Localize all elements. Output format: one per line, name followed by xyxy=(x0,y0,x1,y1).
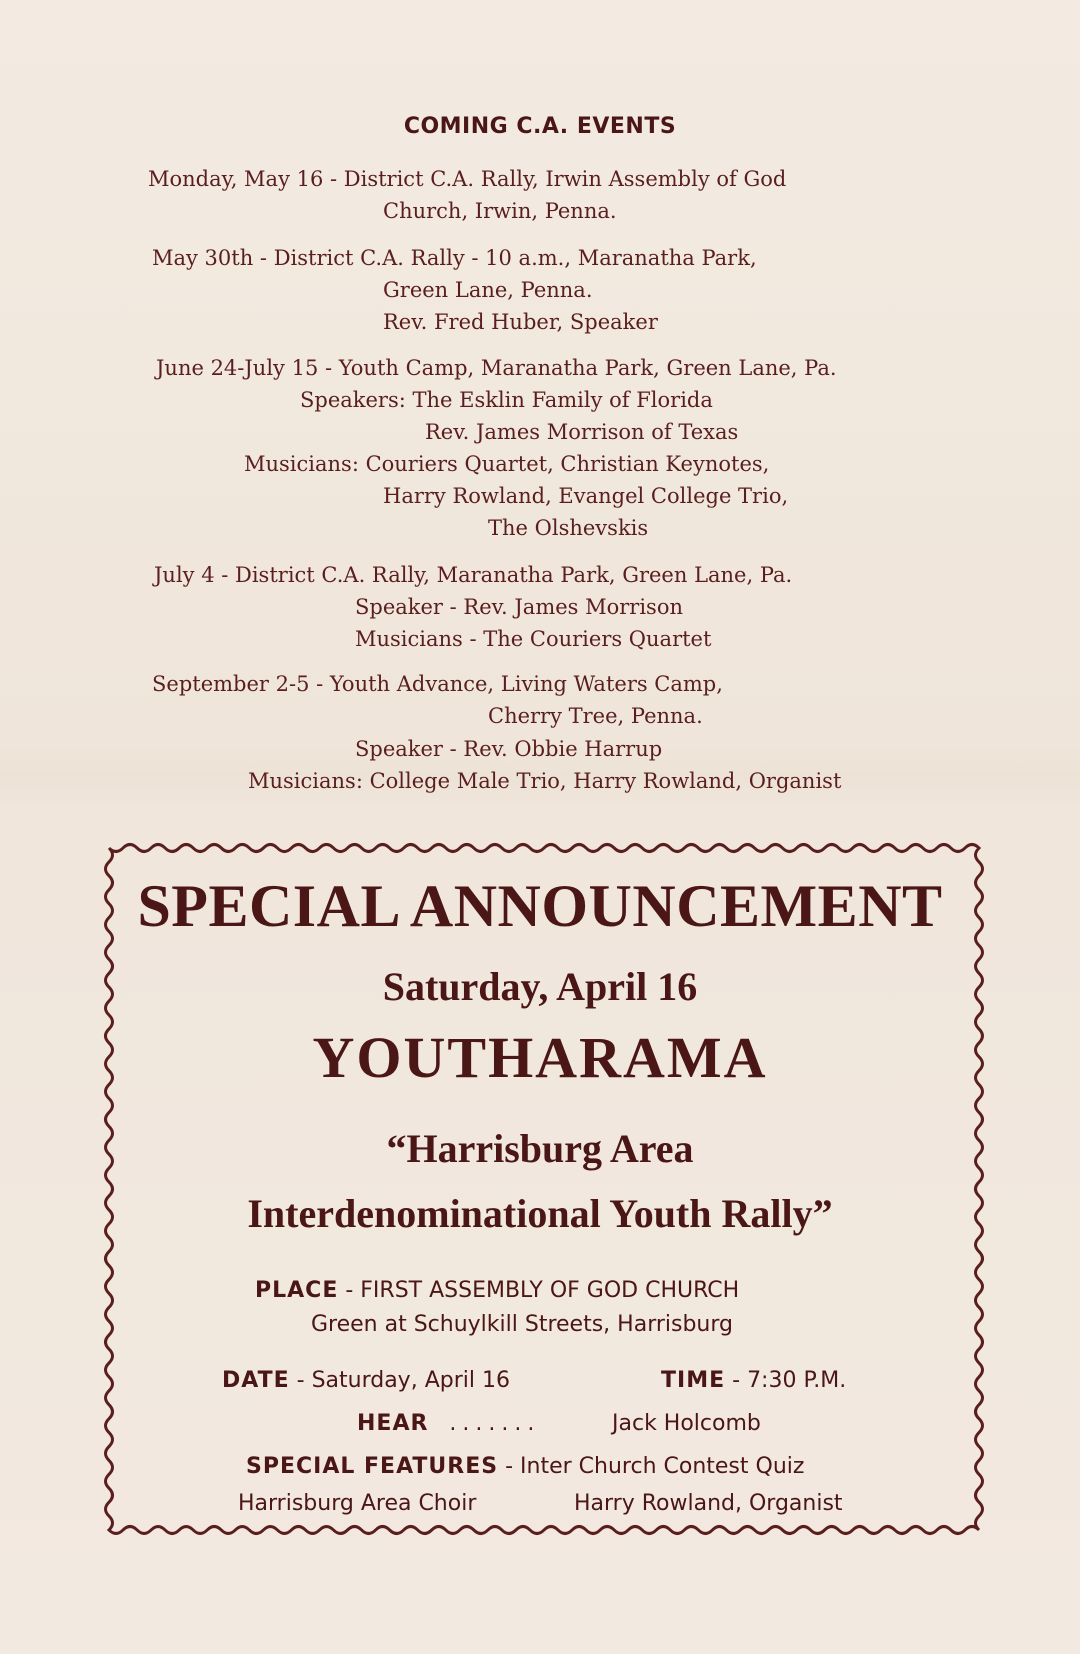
date-value: Saturday, April 16 xyxy=(311,1368,510,1393)
hear-value: Jack Holcomb xyxy=(612,1411,761,1436)
event-line: Green Lane, Penna. xyxy=(383,278,593,302)
event-line: The Olshevskis xyxy=(488,516,649,540)
feature-organist: Harry Rowland, Organist xyxy=(574,1491,843,1516)
event-line: Musicians: College Male Trio, Harry Rowland, Organist xyxy=(248,769,842,793)
event-line: Speaker - Rev. James Morrison xyxy=(355,595,683,619)
event-line: June 24-July 15 - Youth Camp, Maranatha Park, Green Lane, Pa. xyxy=(156,356,837,380)
place-value: FIRST ASSEMBLY OF GOD CHURCH xyxy=(360,1278,740,1303)
event-line: Speaker - Rev. Obbie Harrup xyxy=(355,737,663,761)
event-line: Monday, May 16 - District C.A. Rally, Irwin Assembly of God xyxy=(148,167,787,191)
event-line: Musicians - The Couriers Quartet xyxy=(355,627,712,651)
announcement-date: Saturday, April 16 xyxy=(382,964,698,1009)
event-subtitle: “Harrisburg Area xyxy=(386,1126,694,1171)
event-subtitle: Interdenominational Youth Rally” xyxy=(247,1191,833,1236)
features-label: SPECIAL FEATURES xyxy=(246,1454,499,1479)
features-row: SPECIAL FEATURES - Inter Church Contest Quiz xyxy=(246,1454,805,1479)
date-label: DATE xyxy=(222,1368,290,1393)
time-label: TIME xyxy=(661,1368,726,1393)
events-heading: COMING C.A. EVENTS xyxy=(403,114,677,139)
hear-label: HEAR xyxy=(357,1411,429,1436)
event-line: Rev. Fred Huber, Speaker xyxy=(383,310,658,334)
features-value: Inter Church Contest Quiz xyxy=(520,1454,805,1479)
event-line: Harry Rowland, Evangel College Trio, xyxy=(383,484,789,508)
event-line: Musicians: Couriers Quartet, Christian Keynotes, xyxy=(244,452,770,476)
time-value: 7:30 P.M. xyxy=(747,1368,847,1393)
event-line: Rev. James Morrison of Texas xyxy=(425,420,739,444)
wavy-border xyxy=(103,842,985,1536)
time-row: TIME - 7:30 P.M. xyxy=(661,1368,847,1393)
event-line: Church, Irwin, Penna. xyxy=(383,199,617,223)
announcement-box xyxy=(103,842,985,1536)
event-line: September 2-5 - Youth Advance, Living Waters Camp, xyxy=(152,672,723,696)
hear-row xyxy=(357,1411,540,1436)
feature-choir: Harrisburg Area Choir xyxy=(238,1491,477,1516)
event-line: Speakers: The Esklin Family of Florida xyxy=(300,388,713,412)
place-label: PLACE xyxy=(255,1278,339,1303)
place-row: PLACE - FIRST ASSEMBLY OF GOD CHURCH xyxy=(255,1278,740,1303)
event-line: Cherry Tree, Penna. xyxy=(488,704,703,728)
address: Green at Schuylkill Streets, Harrisburg xyxy=(311,1312,733,1337)
date-row: DATE - Saturday, April 16 xyxy=(222,1368,510,1393)
event-name: YOUTHARAMA xyxy=(312,1025,768,1090)
event-line: May 30th - District C.A. Rally - 10 a.m., Maranatha Park, xyxy=(152,246,757,270)
event-line: July 4 - District C.A. Rally, Maranatha Park, Green Lane, Pa. xyxy=(154,563,793,587)
announcement-title: SPECIAL ANNOUNCEMENT xyxy=(137,873,943,939)
hear-dots: ....... xyxy=(449,1411,541,1436)
